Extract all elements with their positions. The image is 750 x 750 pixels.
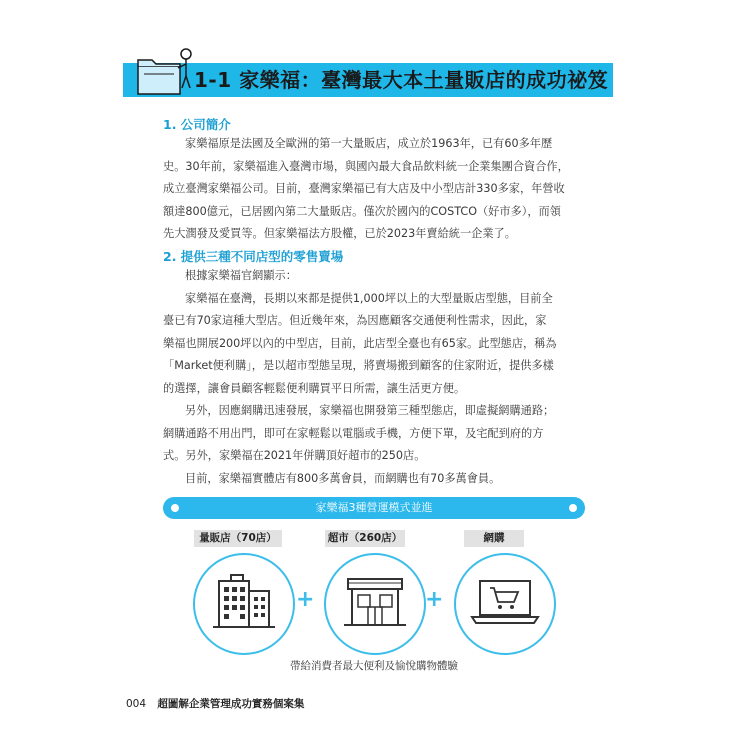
text-line: 目前，家樂福實體店有800多萬會員，而網購也有70多萬會員。 — [185, 471, 501, 485]
text-line: 根據家樂福官網顯示： — [185, 269, 297, 282]
storefront-icon — [326, 555, 424, 653]
page-number: 004 — [126, 698, 147, 710]
laptop-cart-icon — [456, 555, 554, 653]
paragraph-company-intro — [163, 133, 589, 246]
plus-icon: + — [425, 587, 444, 612]
label-supermarket: 超市（260店） — [325, 530, 405, 547]
section-heading-company-intro: 1. 公司簡介 — [163, 117, 231, 132]
text-line: 「Market便利購」，是以超市型態呈現，將賣場搬到顧客的住家附近，提供多樣 — [163, 359, 554, 372]
text-line: 的選擇，讓會員顧客輕鬆便利購買平日所需，讓生活更方便。 — [163, 381, 466, 395]
chapter-title: 1-1 家樂福：臺灣最大本土量販店的成功祕笈 — [194, 68, 609, 92]
paragraph-store-types — [163, 265, 589, 490]
text-line: 臺已有70家這種大型店。但近幾年來，為因應顧客交通便利性需求，因此，家 — [163, 314, 547, 327]
text-line: 額達800億元，已居國內第二大量販店。僅次於國內的COSTCO（好市多），而領 — [163, 204, 561, 218]
text-line: 樂福也開展200坪以內的中型店，目前，此店型全臺也有65家。此型態店，稱為 — [163, 336, 557, 350]
text-line: 式。另外，家樂福在2021年併購頂好超市的250店。 — [163, 449, 426, 462]
online-circle — [454, 553, 556, 655]
page-footer — [126, 696, 304, 711]
supermarket-circle — [324, 553, 426, 655]
label-online: 網購 — [464, 530, 524, 547]
text-line: 先大潤發及愛買等。但家樂福法方股權，已於2023年賣給統一企業了。 — [163, 227, 516, 240]
book-title: 超圖解企業管理成功實務個案集 — [157, 698, 305, 710]
diagram-caption: 帶給消費者最大便利及愉悅購物體驗 — [290, 660, 458, 672]
text-line: 成立臺灣家樂福公司。目前，臺灣家樂福已有大店及中小型店計330多家，年營收 — [163, 182, 565, 195]
diagram-title: 家樂福3種營運模式並進 — [315, 501, 433, 514]
text-line: 另外，因應網購迅速發展，家樂福也開發第三種型態店，即虛擬網購通路； — [185, 404, 555, 417]
label-hypermarket: 量販店（70店） — [194, 530, 282, 547]
plus-icon: + — [296, 587, 315, 612]
folder-mascot-icon — [132, 44, 194, 98]
diagram-title-bar — [163, 497, 585, 519]
text-line: 家樂福原是法國及全歐洲的第一大量販店，成立於1963年，已有60多年歷 — [185, 137, 553, 150]
text-line: 家樂福在臺灣，長期以來都是提供1,000坪以上的大型量販店型態，目前全 — [185, 291, 553, 305]
hypermarket-circle — [193, 553, 295, 655]
building-icon — [195, 555, 293, 653]
section-heading-store-types: 2. 提供三種不同店型的零售賣場 — [163, 249, 344, 264]
text-line: 網購通路不用出門，即可在家輕鬆以電腦或手機，方便下單，及宅配到府的方 — [163, 426, 544, 440]
text-line: 史。30年前，家樂福進入臺灣市場，與國內最大食品飲料統一企業集團合資合作， — [163, 159, 569, 173]
